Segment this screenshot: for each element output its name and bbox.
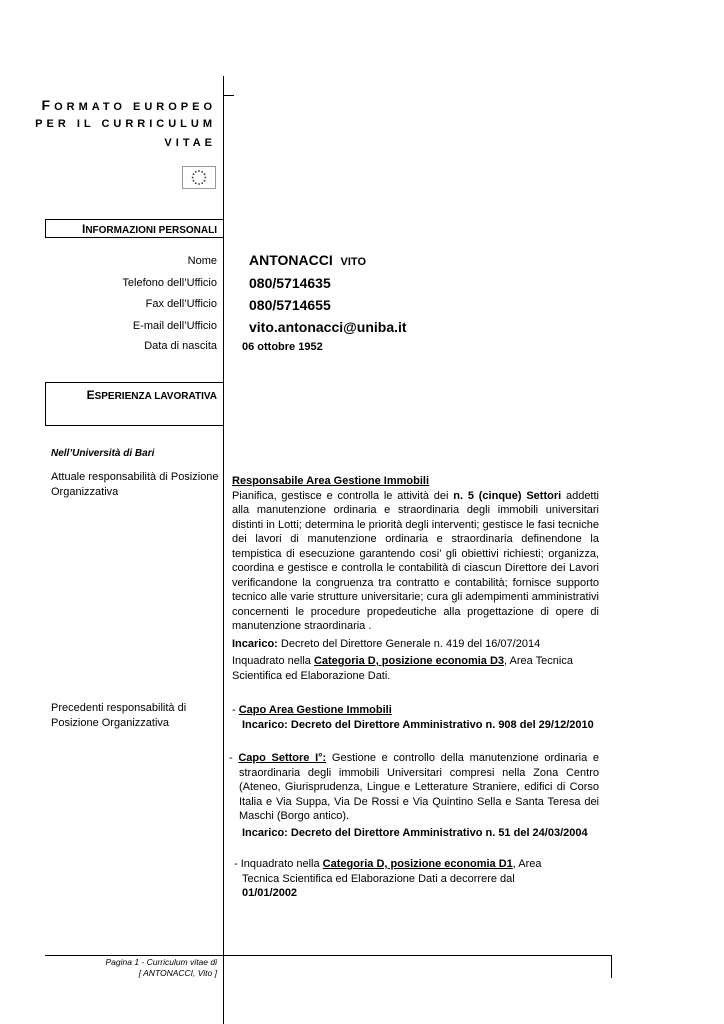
dob-label: Data di nascita (144, 340, 217, 352)
current-role-title: Responsabile Area Gestione Immobili (232, 475, 430, 487)
name-value: ANTONACCI VITO (249, 252, 367, 268)
current-position-label: Attuale responsabilità di Posizione Organizzativa (51, 471, 219, 498)
phone-value: 080/5714635 (249, 275, 331, 291)
prev2-incarico: Incarico: Decreto del Direttore Amministrativo n. 51 del 24/03/2004 (242, 826, 588, 839)
prev1-incarico: Incarico: Decreto del Direttore Amministrativo n. 908 del 29/12/2010 (242, 718, 594, 731)
organization-label: Nell’Università di Bari (51, 448, 155, 459)
previous-positions-label: Precedenti responsabilità di Posizione Organizzativa (51, 702, 187, 729)
current-incarico: Incarico: Decreto del Direttore Generale n. 419 del 16/07/2014 (232, 637, 541, 650)
page-footer (106, 957, 218, 979)
email-value: vito.antonacci@uniba.it (249, 319, 407, 335)
current-position-block (232, 474, 599, 651)
title-line-1: FORMATO EUROPEO (41, 97, 216, 113)
fax-label: Fax dell’Ufficio (145, 298, 217, 310)
section-personal-box (45, 219, 223, 238)
previous-position-2: - Capo Settore I°: Gestione e controllo della manutenzione ordinaria e straordinaria degli immobili Universitari compresi nella Zona Centro (Ateneo, Giurisprudenza, Lingue e Letterature Straniere, edifici di Corso Italia e Via Suppa, Via De Rossi e Via Quintino Sella e Santa Teresa dei Maschi (Borgo antico). Incarico: Decreto del Direttore Amministrativo n. 51 del 24/03/2004 (229, 752, 599, 839)
title-line-3: VITAE (164, 137, 216, 149)
section-work-box (45, 382, 223, 426)
fax-value: 080/5714655 (249, 297, 331, 313)
previous-position-1: - Capo Area Gestione Immobili Incarico: Decreto del Direttore Amministrativo n. 908 del 29/12/2010 (232, 703, 599, 732)
email-label: E-mail dell’Ufficio (132, 320, 217, 332)
footer-rule (45, 955, 612, 956)
phone-label: Telefono dell’Ufficio (122, 277, 217, 289)
eu-flag-icon (182, 166, 216, 189)
section-personal-title: INFORMAZIONI PERSONALI (81, 222, 217, 236)
current-role-description: Pianifica, gestisce e controlla le attività dei n. 5 (cinque) Settori addetti alla manutenzione ordinaria e straordinaria degli immobili universitari distinti in Lotti; determina le priorità degli interventi; gestisce le fasi tecniche dei lavori di manutenzione ordinaria e straordinaria definendone la tempistica di esecuzione garantendo cosi’ gli obiettivi richiesti; organizza, coordina e gestisce e controlla le contabilità di ciascun Direttore dei Lavori verificandone la congruenza tra contratto e contabilità; fornisce supporto tecnico alle varie strutture universitarie; cura gli adempimenti amministrativi concernenti le procedure propedeutiche alla progettazione di opere di manutenzione straordinaria . (232, 489, 599, 632)
footer-page-info: Pagina 1 - Curriculum vitae di (105, 957, 217, 967)
divider-tick (223, 95, 234, 96)
footer-owner: [ ANTONACCI, Vito ] (138, 968, 217, 978)
name-label: Nome (187, 255, 217, 267)
current-inquadrato: Inquadrato nella Categoria D, posizione economia D3, Area Tecnica Scientifica ed Elaborazione Dati. (232, 655, 573, 682)
footer-tick (611, 955, 612, 978)
dob-value: 06 ottobre 1952 (242, 341, 323, 353)
previous-position-3: - Inquadrato nella Categoria D, posizione economia D1, Area Tecnica Scientifica ed Elaborazione Dati a decorrere dal 01/01/2002 (234, 858, 542, 899)
column-divider (223, 76, 224, 1024)
section-work-title: ESPERIENZA LAVORATIVA (86, 388, 217, 402)
title-line-2: PER IL CURRICULUM (35, 118, 216, 130)
